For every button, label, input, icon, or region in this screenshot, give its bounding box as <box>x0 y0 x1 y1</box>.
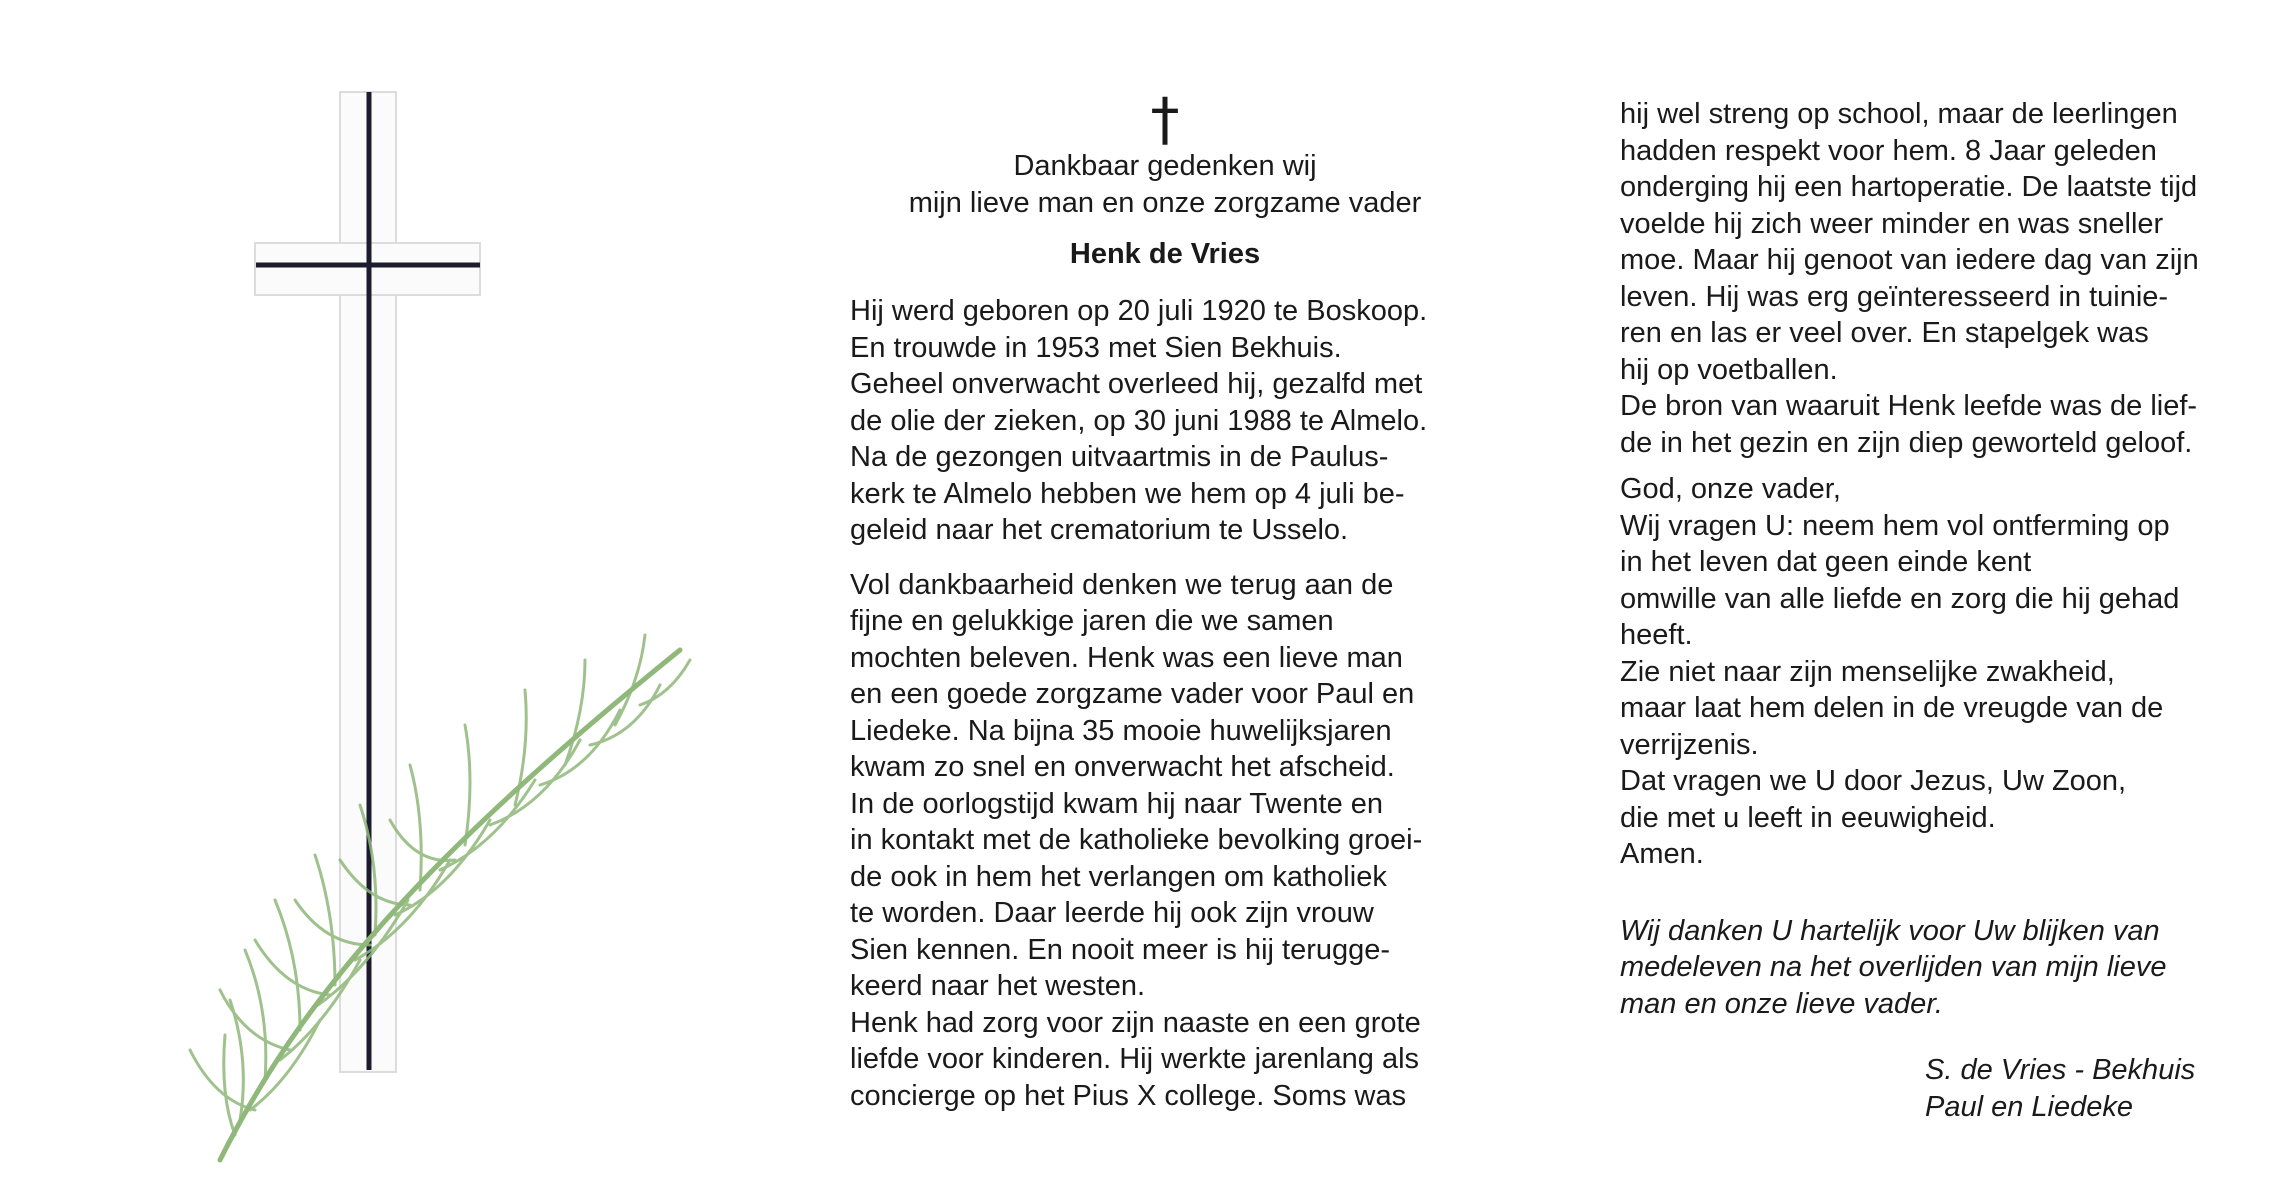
biography-paragraph-1: Hij werd geboren op 20 juli 1920 te Boskoop. En trouwde in 1953 met Sien Bekhuis. Geheel onverwacht overleed hij, gezalfd met de olie der zieken, op 30 juni 1988 te Almelo. Na de gezongen uitvaartmis in de Paulus- kerk te Almelo hebben we hem op 4 juli be- geleid naar het crematorium te Usselo. <box>850 295 1428 546</box>
family-signature: S. de Vries - Bekhuis Paul en Liedeke <box>1925 1054 2196 1123</box>
header-line-2: mijn lieve man en onze zorgzame vader <box>908 187 1422 219</box>
prayer-text: God, onze vader, Wij vragen U: neem hem vol ontferming op in het leven dat geen einde kent omwille van alle liefde en zorg die hij gehad heeft. Zie niet naar zijn menselijke zwakheid, maar laat hem delen in de vreugde van de verrijzenis. Dat vragen we U door Jezus, Uw Zoon, die met u leeft in eeuwigheid. Amen. <box>1620 473 2180 870</box>
biography-continuation: hij wel streng op school, maar de leerlingen hadden respekt voor hem. 8 Jaar geleden onderging hij een hartoperatie. De laatste tijd voelde hij zich weer minder en was sneller moe. Maar hij genoot van iedere dag van zijn leven. Hij was erg geïnteresseerd in tuinie- ren en las er veel over. En stapelgek was hij op voetballen. De bron van waaruit Henk leefde was de lief- de in het gezin en zijn diep geworteld geloof. <box>1620 98 2199 459</box>
biography-paragraph-2: Vol dankbaarheid denken we terug aan de fijne en gelukkige jaren die we samen mochten beleven. Henk was een lieve man en een goede zorgzame vader voor Paul en Liedeke. Na bijna 35 mooie huwelijksjaren kwam zo snel en onverwacht het afscheid. In de oorlogstijd kwam hij naar Twente en in kontakt met de katholieke bevolking groei- de ook in hem het verlangen om katholiek te worden. Daar leerde hij ook zijn vrouw Sien kennen. En nooit meer is hij terugge- keerd naar het westen. Henk had zorg voor zijn naaste en een grote liefde voor kinderen. Hij werkte jarenlang als concierge op het Pius X college. Soms was <box>850 568 1423 1112</box>
artwork-panel <box>0 0 820 1200</box>
obituary-right-panel <box>1620 0 2250 1200</box>
obituary-main-panel <box>850 0 1480 1200</box>
latin-cross-icon: † <box>1150 85 1180 153</box>
cross-with-palm-branch-icon <box>0 0 820 1200</box>
thanks-note: Wij danken U hartelijk voor Uw blijken van medeleven na het overlijden van mijn lieve man en onze lieve vader. <box>1620 914 2167 1020</box>
deceased-name: Henk de Vries <box>1069 238 1261 270</box>
header-line-1: Dankbaar gedenken wij <box>1013 150 1317 182</box>
palm-branch <box>190 635 690 1160</box>
